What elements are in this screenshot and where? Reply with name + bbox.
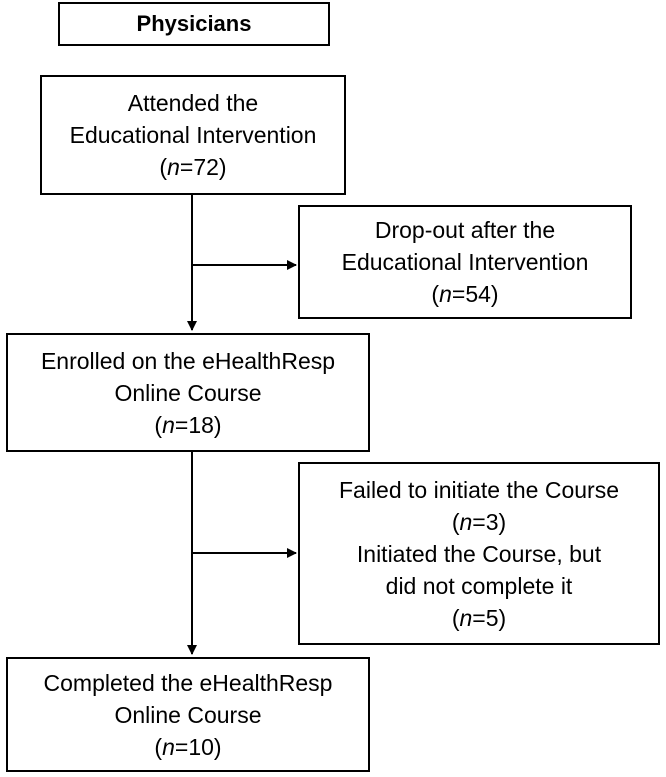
completed-line-2: Online Course (114, 701, 262, 728)
incomplete-line-1: Initiated the Course, but (356, 540, 602, 567)
incomplete-count: (n=5) (451, 604, 507, 631)
n-label: n (459, 604, 473, 631)
n-value: =3) (472, 508, 507, 535)
completed-count: (n=10) (154, 733, 222, 760)
dropout-box (298, 205, 632, 319)
enrolled-box (6, 333, 370, 452)
n-value: =18) (174, 411, 222, 438)
dropout-line-2: Educational Intervention (341, 249, 589, 275)
n-value: =54) (451, 281, 499, 307)
n-value: =10) (174, 733, 222, 760)
dropout-line-1: Drop-out after the (374, 217, 556, 243)
attended-box (40, 75, 346, 195)
completed-box (6, 657, 370, 772)
enrolled-count: (n=18) (154, 411, 222, 438)
attended-line-2: Educational Intervention (69, 122, 317, 148)
page-title: Physicians (136, 11, 252, 36)
n-label: n (162, 733, 175, 760)
attended-line-1: Attended the (127, 90, 259, 116)
n-label: n (439, 281, 452, 307)
n-label: n (162, 411, 175, 438)
incomplete-line-2: did not complete it (385, 572, 573, 599)
enrolled-line-1: Enrolled on the eHealthResp (40, 347, 336, 374)
dropout-count: (n=54) (431, 281, 499, 307)
completed-line-1: Completed the eHealthResp (43, 669, 333, 696)
n-label: n (167, 154, 180, 180)
n-value: =72) (179, 154, 227, 180)
failed-count: (n=3) (451, 508, 507, 535)
failed-box (298, 462, 660, 645)
n-value: =5) (472, 604, 507, 631)
physicians-header-box (58, 2, 330, 46)
attended-count: (n=72) (159, 154, 227, 180)
enrolled-line-2: Online Course (114, 379, 262, 406)
failed-line-1: Failed to initiate the Course (339, 476, 619, 503)
n-label: n (459, 508, 473, 535)
